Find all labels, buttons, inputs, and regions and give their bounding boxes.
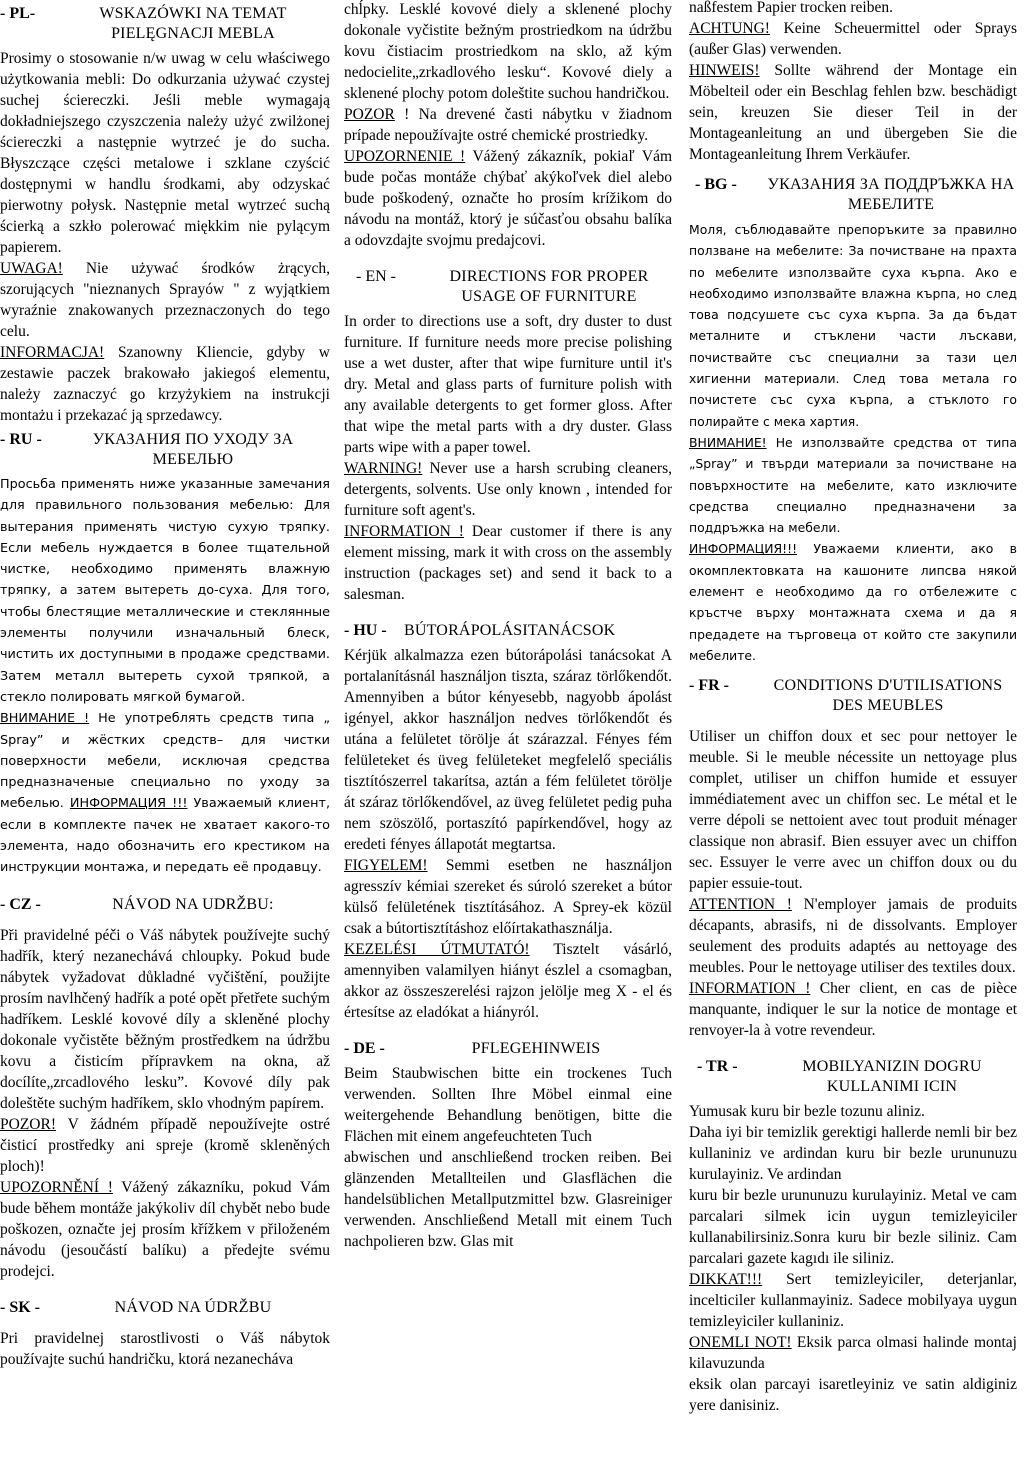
warning-paragraph <box>689 1269 1017 1332</box>
section-title: NÁVOD NA ÚDRŽBU <box>114 1298 272 1316</box>
warning-paragraph <box>0 258 330 342</box>
language-code: - SK - <box>0 1298 40 1316</box>
paragraph: Kérjük alkalmazza ezen bútorápolási tanácsokat A portalanításnál használjon tiszta, száraz törlőkendőt. Amennyiben a bútor kényesebb, nagyobb ápolást igényel, akkor használjon nedves törlőkendőt és utána a felületet törölje át szárazzal. Fényes fém felületeket és üveg felületeket megfelelő speciális tisztítószerrel takarítsa, aztán a fém felületet törölje át száraz törlőkendővel, az üveg felületet pedig puha nem szöszölő, portaszító papírkendővel, hogy az eredeti fényes állapotát megtartsa. <box>344 647 672 853</box>
info-label: INFORMACJA! <box>0 344 105 361</box>
warning-text: ! Na drevené časti nábytku v žiadnom prípade nepoužívajte ostré chemické prostriedky. <box>344 106 672 144</box>
section-title: УКАЗАНИЯ ЗА ПОДДРЪЖКА НА МЕБЕЛИТЕ <box>767 176 1015 213</box>
warning-label: ВНИМАНИЕ ! <box>0 711 90 727</box>
section-heading <box>0 1298 330 1318</box>
info-paragraph <box>0 342 330 426</box>
info-paragraph <box>689 60 1017 165</box>
info-paragraph <box>344 146 672 251</box>
info-paragraph <box>344 939 672 1023</box>
warning-label: ATTENTION ! <box>689 896 792 914</box>
info-text: Szanowny Kliencie, gdyby w zestawie paczek brakowało jakiegoś elementu, należy zaznaczyć go krzyżykiem na instrukcji montażu i przekazać ją sprzedawcy. <box>0 344 330 424</box>
section-bg <box>689 175 1017 666</box>
warning-paragraph <box>0 1114 330 1177</box>
paragraph: Prosimy o stosowanie n/w uwag w celu właściwego użytkowania mebli: Do odkurzania używać czystej suchej ściereczki. Jeśli meble wymagają dokładniejszego czyszczenia należy użyć zwilżonej ściereczki a następnie wytrzeć je do sucha. Błyszczące części metalowe i szklane czyścić dostępnymi w handlu środkami, aby odzyskać pierwotny połysk. Następnie metal wytrzeć suchą ścierką a szkło polerować miękkim nie pylącym papierem. <box>0 50 330 256</box>
section-heading <box>0 895 330 915</box>
paragraph: Utiliser un chiffon doux et sec pour nettoyer le meuble. Si le meuble nécessite un nettoyage plus complet, utiliser un chiffon humide et essuyer immédiatement avec un chiffon sec. Le métal et le verre dépoli se nettoient avec tout produit ménager classique non abrasif. Bien essuyer avec un chiffon sec. Essuyer le verre avec un chiffon doux ou du papier essuie-tout. <box>689 728 1017 893</box>
warning-paragraph <box>0 708 330 878</box>
info-label: UPOZORNENIE ! <box>344 148 466 165</box>
warning-label: ВНИМАНИЕ! <box>689 434 767 450</box>
paragraph: Daha iyi bir temizlik gerektigi hallerde nemli bir bez kullaniniz ve ardindan kuru bir bezle urununuzu kurulayiniz. Ve ardindan <box>689 1124 1017 1184</box>
section-ru <box>0 430 330 879</box>
language-code: - EN - <box>356 268 396 285</box>
warning-label: ACHTUNG! <box>689 20 770 37</box>
language-code: - HU - <box>344 622 387 639</box>
paragraph: kuru bir bezle urununuzu kurulayiniz. Metal ve cam parcalari silmek icin uygun temizleyiciler kullanabilirsiniz.Sonra kuru bir bezle siliniz. Cam parcalari gazete kagıdı ile siliniz. <box>689 1187 1017 1268</box>
warning-paragraph <box>689 894 1017 978</box>
info-label: KEZELÉSI ÚTMUTATÓ! <box>344 941 530 958</box>
info-text: Dear customer if there is any element missing, mark it with cross on the assembly instruction (packages set) and send it back to a salesman. <box>344 523 672 603</box>
paragraph: abwischen und anschließend trocken reiben. Bei glänzenden Metallteilen und Glasflächen die handelsüblichen Metallputzmittel bzw. Glasreiniger verwenden. Anschließend Metall mit einem Tuch nachpolieren bzw. Glas mit <box>344 1149 672 1250</box>
section-heading <box>689 676 1017 716</box>
section-title: BÚTORÁPOLÁSITANÁCSOK <box>404 622 616 639</box>
info-text: Уважаемый клиент, если в комплекте пачек не хватает какого-то элемента, надо обозначить его крестиком на инструкции монтажа, и передать её продавцу. <box>0 796 330 876</box>
paragraph: Просьба применять ниже указанные замечания для правильного пользования мебелью: Для вытерания применять чистую сухую тряпку. Если мебель нуждается в более тщательной чистке, необходимо применять влажную тряпку, а затем вытереть до-суха. Для того, чтобы блестящие металлические и стеклянные элементы получили изначальный блеск, чистить их доступными в продаже средствами. Затем металл вытереть сухой тряпкой, а стекло полировать мягкой бумагой. <box>0 477 330 705</box>
paragraph: In order to directions use a soft, dry duster to dust furniture. If furniture needs more precise polishing use a wet duster, after that wipe furniture until it's dry. Metal and glass parts of furniture polish with any available detergents to get former gloss. After that wipe the metal parts with a dry duster. Glass parts wipe with a paper towel. <box>344 313 672 456</box>
info-label: ИНФОРМАЦИЯ!!! <box>689 541 798 557</box>
warning-paragraph <box>344 855 672 939</box>
section-title: PFLEGEHINWEIS <box>471 1040 601 1057</box>
section-tr <box>689 1057 1017 1416</box>
section-title: CONDITIONS D'UTILISATIONS DES MEUBLES <box>773 677 1003 715</box>
language-code: - FR - <box>689 677 729 695</box>
info-paragraph <box>689 978 1017 1041</box>
section-heading <box>344 621 672 641</box>
warning-text: Sert temizleyiciler, deterjanlar, incelticiler kullanmayiniz. Sadece mobilyaya uygun temizleyiciler kullaniniz. <box>689 1271 1017 1331</box>
section-heading <box>689 1057 1017 1097</box>
info-text: Tisztelt vásárló, amennyiben valamilyen hiányt észlel a csomagban, akkor az összeszerelési rajzon jelölje meg X - el és értesítse az eladókat a hiányról. <box>344 941 672 1021</box>
paragraph: chĺpky. Lesklé kovové diely a sklenené plochy dokonale vyčistite bežným prostriedkom na údržbu kovu čistiacim prostriedkom na sklo, až kým nedocielite„zrkadlového lesku“. Kovové diely a sklenené plochy potom doleštite suchou handričkou. <box>344 1 672 102</box>
warning-text: V žádném případě nepoužívejte ostré čisticí prostředky ani spreje (kromě skleněných ploch)! <box>0 1115 330 1175</box>
warning-text: Nie używać środków żrących, szorujących "nieznanych Sprayów " z wyjątkiem wyraźnie znakowanych przeznaczonych do tego celu. <box>0 260 330 340</box>
section-en <box>344 267 672 605</box>
language-code: - PL- <box>0 5 36 22</box>
warning-label: POZOR <box>344 106 395 123</box>
info-paragraph <box>689 538 1017 666</box>
section-heading <box>344 267 672 307</box>
info-text: Vážený zákazníku, pokud Vám bude během montáže jakýkoliv díl chybět nebo bude poškozen, označte jej prosím křížkem v přiloženém návodu (jesoučástí balíku) a předejte svému prodejci. <box>0 1178 330 1280</box>
paragraph: eksik olan parcayi isaretleyiniz ve satin aldiginiz yere danisiniz. <box>689 1376 1017 1415</box>
paragraph: Pri pravidelnej starostlivosti o Váš nábytok používajte suchú handričku, ktorá nezanecháva <box>0 1329 330 1368</box>
info-label: ONEMLI NOT! <box>689 1334 792 1352</box>
info-label: UPOZORNĚNÍ ! <box>0 1178 113 1196</box>
warning-label: DIKKAT!!! <box>689 1271 763 1289</box>
paragraph: naßfestem Papier trocken reiben. <box>689 0 893 16</box>
warning-text: Keine Scheuermittel oder Sprays (außer Glas) verwenden. <box>689 20 1017 58</box>
section-pl <box>0 4 330 426</box>
section-heading <box>344 1039 672 1059</box>
warning-text: N'employer jamais de produits décapants, abrasifs, ni de dissolvants. Employer seulement des produits adaptés au nettoyage des meubles. Pour le nettoyage utiliser des textiles doux. <box>689 896 1017 977</box>
section-title: NÁVOD NA UDRŽBU: <box>112 895 274 913</box>
paragraph: Beim Staubwischen bitte ein trockenes Tuch verwenden. Sollten Ihre Möbel einmal eine weitergehende Behandlung benötigen, bitte die Flächen mit einem angefeuchteten Tuch <box>344 1065 672 1145</box>
info-label: ИНФОРМАЦИЯ !!! <box>69 796 188 812</box>
warning-text: Never use a harsh scrubing cleaners, detergents, solvents. Use only known , intended for furniture soft agent's. <box>344 460 672 519</box>
column-3 <box>689 0 1017 1473</box>
info-text: Уважаеми клиенти, ако в окомплектовката на кашоните липсва някой елемент е необходимо да го отбележите с кръстче върху монтажната схема и да я предадете на търговеца от който сте закупили мебелите. <box>689 541 1017 663</box>
section-de-continued <box>689 0 1017 165</box>
info-paragraph <box>0 1177 330 1282</box>
warning-paragraph <box>689 432 1017 538</box>
warning-text: Не използвайте средства от типа „Spray” и твърди материали за почистване на повърхностите на мебелите, като изключите средства специално предназначени за поддръжка на мебели. <box>689 434 1017 536</box>
language-code: - DE - <box>344 1040 385 1057</box>
warning-label: POZOR! <box>0 1115 56 1133</box>
paragraph: Při pravidelné péči o Váš nábytek používejte suchý hadřík, který nezanechává chloupky. Pokud bude nábytek vyžadovat důkladné vyčištění, použijte prosím navlhčený hadřík a poté opět přetřete suchým hadříkem. Lesklé kovové díly a skleněné plochy dokonale vyčistěte běžným prostředkem na údržbu kovu a čisticím přípravkem na okna, až docílíte„zrcadlového lesku”. Kovové díly pak doleštěte suchým hadříkem, sklo vhodným papírem. <box>0 926 330 1112</box>
section-title: MOBILYANIZIN DOGRU KULLANIMI ICIN <box>802 1058 982 1096</box>
warning-paragraph <box>344 458 672 521</box>
warning-label: UWAGA! <box>0 260 63 277</box>
info-label: INFORMATION ! <box>344 523 464 540</box>
column-2 <box>344 0 672 1473</box>
paragraph: Моля, съблюдавайте препоръките за правилно ползване на мебелите: За почистване на прахта по мебелите използвайте суха кърпа. Ако е необходимо използвайте влажна кърпа, но след това подсушете със суха кърпа. За да бъдат металните и стъклени части лъскави, почиствайте със специални за тази цел хигиенни материали. След това метала го почистете със суха кърпа, а стъклото го полирайте с мека хартия. <box>689 222 1017 429</box>
column-1 <box>0 0 330 1473</box>
warning-label: WARNING! <box>344 460 423 477</box>
section-sk <box>0 1298 330 1370</box>
info-paragraph <box>689 1332 1017 1374</box>
info-paragraph <box>344 521 672 605</box>
warning-text: Semmi esetben ne használjon agresszív kémiai szereket és súroló szereket a bútor külső felületének tisztításához. A Sprey-ek közül csak a bútortisztításhoz előírtakathasználja. <box>344 857 672 937</box>
section-de <box>344 1039 672 1252</box>
section-title: УКАЗАНИЯ ПО УХОДУ ЗА МЕБЕЛЬЮ <box>92 431 294 468</box>
section-fr <box>689 676 1017 1041</box>
section-title: WSKAZÓWKI NA TEMAT PIELĘGNACJI MEBLA <box>99 5 287 42</box>
language-code: - BG - <box>695 176 737 193</box>
info-text: Vážený zákazník, pokiaľ Vám bude počas montáže chýbať akýkoľvek diel alebo bude poškodený, označte ho prosím krížikom do návodu na montáž, ktorý je súčasťou obsahu balíka a odovzdajte svojmu predajcovi. <box>344 148 672 249</box>
section-cz <box>0 895 330 1282</box>
info-text: Cher client, en cas de pièce manquante, indiquer le sur la notice de montage et renvoyer-la à votre revendeur. <box>689 980 1017 1040</box>
paragraph: Yumusak kuru bir bezle tozunu aliniz. <box>689 1103 925 1121</box>
language-code: - TR - <box>697 1058 738 1076</box>
warning-paragraph <box>689 18 1017 60</box>
info-text: Sollte während der Montage ein Möbelteil oder ein Beschlag fehlen bzw. beschädigt sein, kreuzen Sie dieser Teil in der Montageanleitung an und übergeben Sie die Montageanleitung Ihrem Verkäufer. <box>689 62 1017 163</box>
section-title: DIRECTIONS FOR PROPER USAGE OF FURNITURE <box>449 268 649 305</box>
warning-label: FIGYELEM! <box>344 857 428 874</box>
section-hu <box>344 621 672 1023</box>
section-heading <box>689 175 1017 215</box>
info-text: Eksik parca olmasi halinde montaj kilavuzunda <box>689 1334 1017 1373</box>
section-sk-continued <box>344 0 672 251</box>
section-heading <box>0 430 330 470</box>
warning-paragraph <box>344 104 672 146</box>
language-code: - CZ - <box>0 895 41 913</box>
info-label: INFORMATION ! <box>689 980 811 998</box>
warning-text: Не употреблять средств типа „ Spray” и жёстких средств– для чистки поверхности мебели, исключая средства предназначеные специально по уходу за мебелью. <box>0 711 330 812</box>
info-label: HINWEIS! <box>689 62 760 79</box>
language-code: - RU - <box>0 431 42 448</box>
section-heading <box>0 4 330 44</box>
